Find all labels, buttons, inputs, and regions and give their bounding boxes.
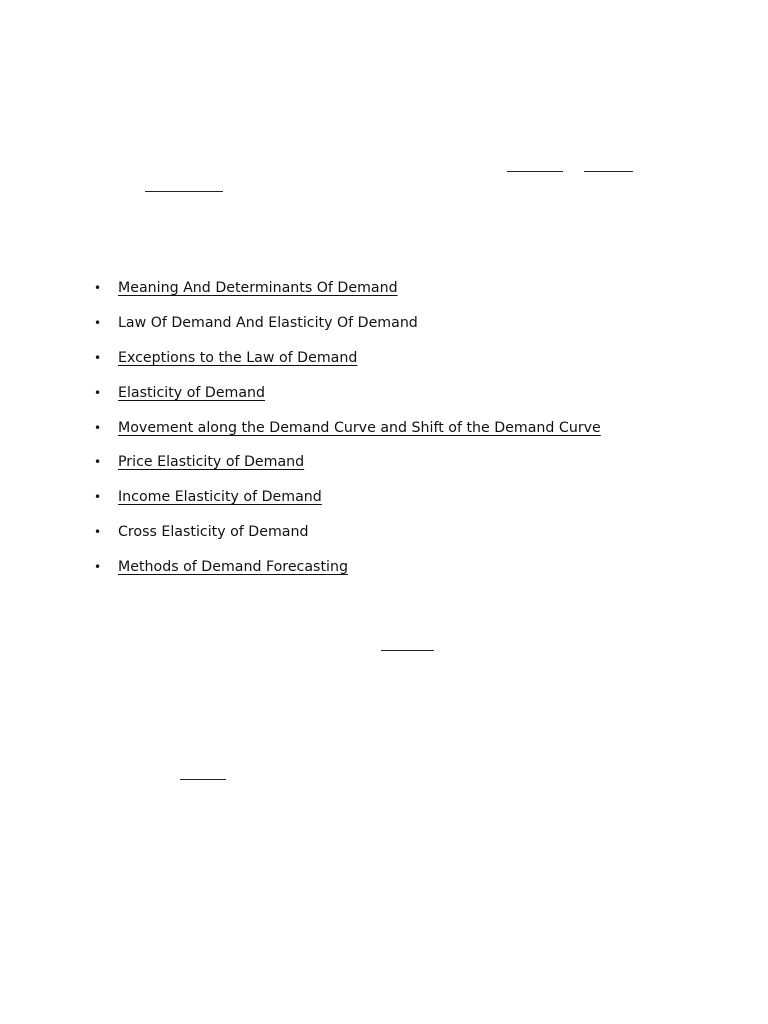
bullet-icon: • xyxy=(94,525,102,540)
bullet-icon: • xyxy=(94,455,102,470)
blank-link-underline-1[interactable] xyxy=(507,171,563,172)
topic-link[interactable]: Movement along the Demand Curve and Shift of the Demand Curve xyxy=(118,419,601,436)
bullet-icon: • xyxy=(94,560,102,575)
topic-link[interactable]: Methods of Demand Forecasting xyxy=(118,559,348,576)
topic-link[interactable]: Income Elasticity of Demand xyxy=(118,489,322,506)
topic-text: Law Of Demand And Elasticity Of Demand xyxy=(118,314,418,331)
topic-link[interactable]: Elasticity of Demand xyxy=(118,384,266,401)
topic-link[interactable]: Exceptions to the Law of Demand xyxy=(118,349,358,366)
bullet-icon: • xyxy=(94,281,102,295)
blank-link-underline-4[interactable] xyxy=(381,650,434,651)
blank-link-underline-2[interactable] xyxy=(584,171,633,172)
topic-text: Cross Elasticity of Demand xyxy=(118,524,309,541)
bullet-icon: • xyxy=(94,350,102,365)
topic-link[interactable]: Meaning And Determinants Of Demand xyxy=(118,280,398,296)
topic-link[interactable]: Price Elasticity of Demand xyxy=(118,454,305,471)
bullet-icon: • xyxy=(94,490,102,505)
bullet-icon: • xyxy=(94,315,102,330)
blank-link-underline-5[interactable] xyxy=(180,779,226,780)
bullet-icon: • xyxy=(94,385,102,400)
blank-link-underline-3[interactable] xyxy=(145,191,223,192)
bullet-icon: • xyxy=(94,420,102,435)
